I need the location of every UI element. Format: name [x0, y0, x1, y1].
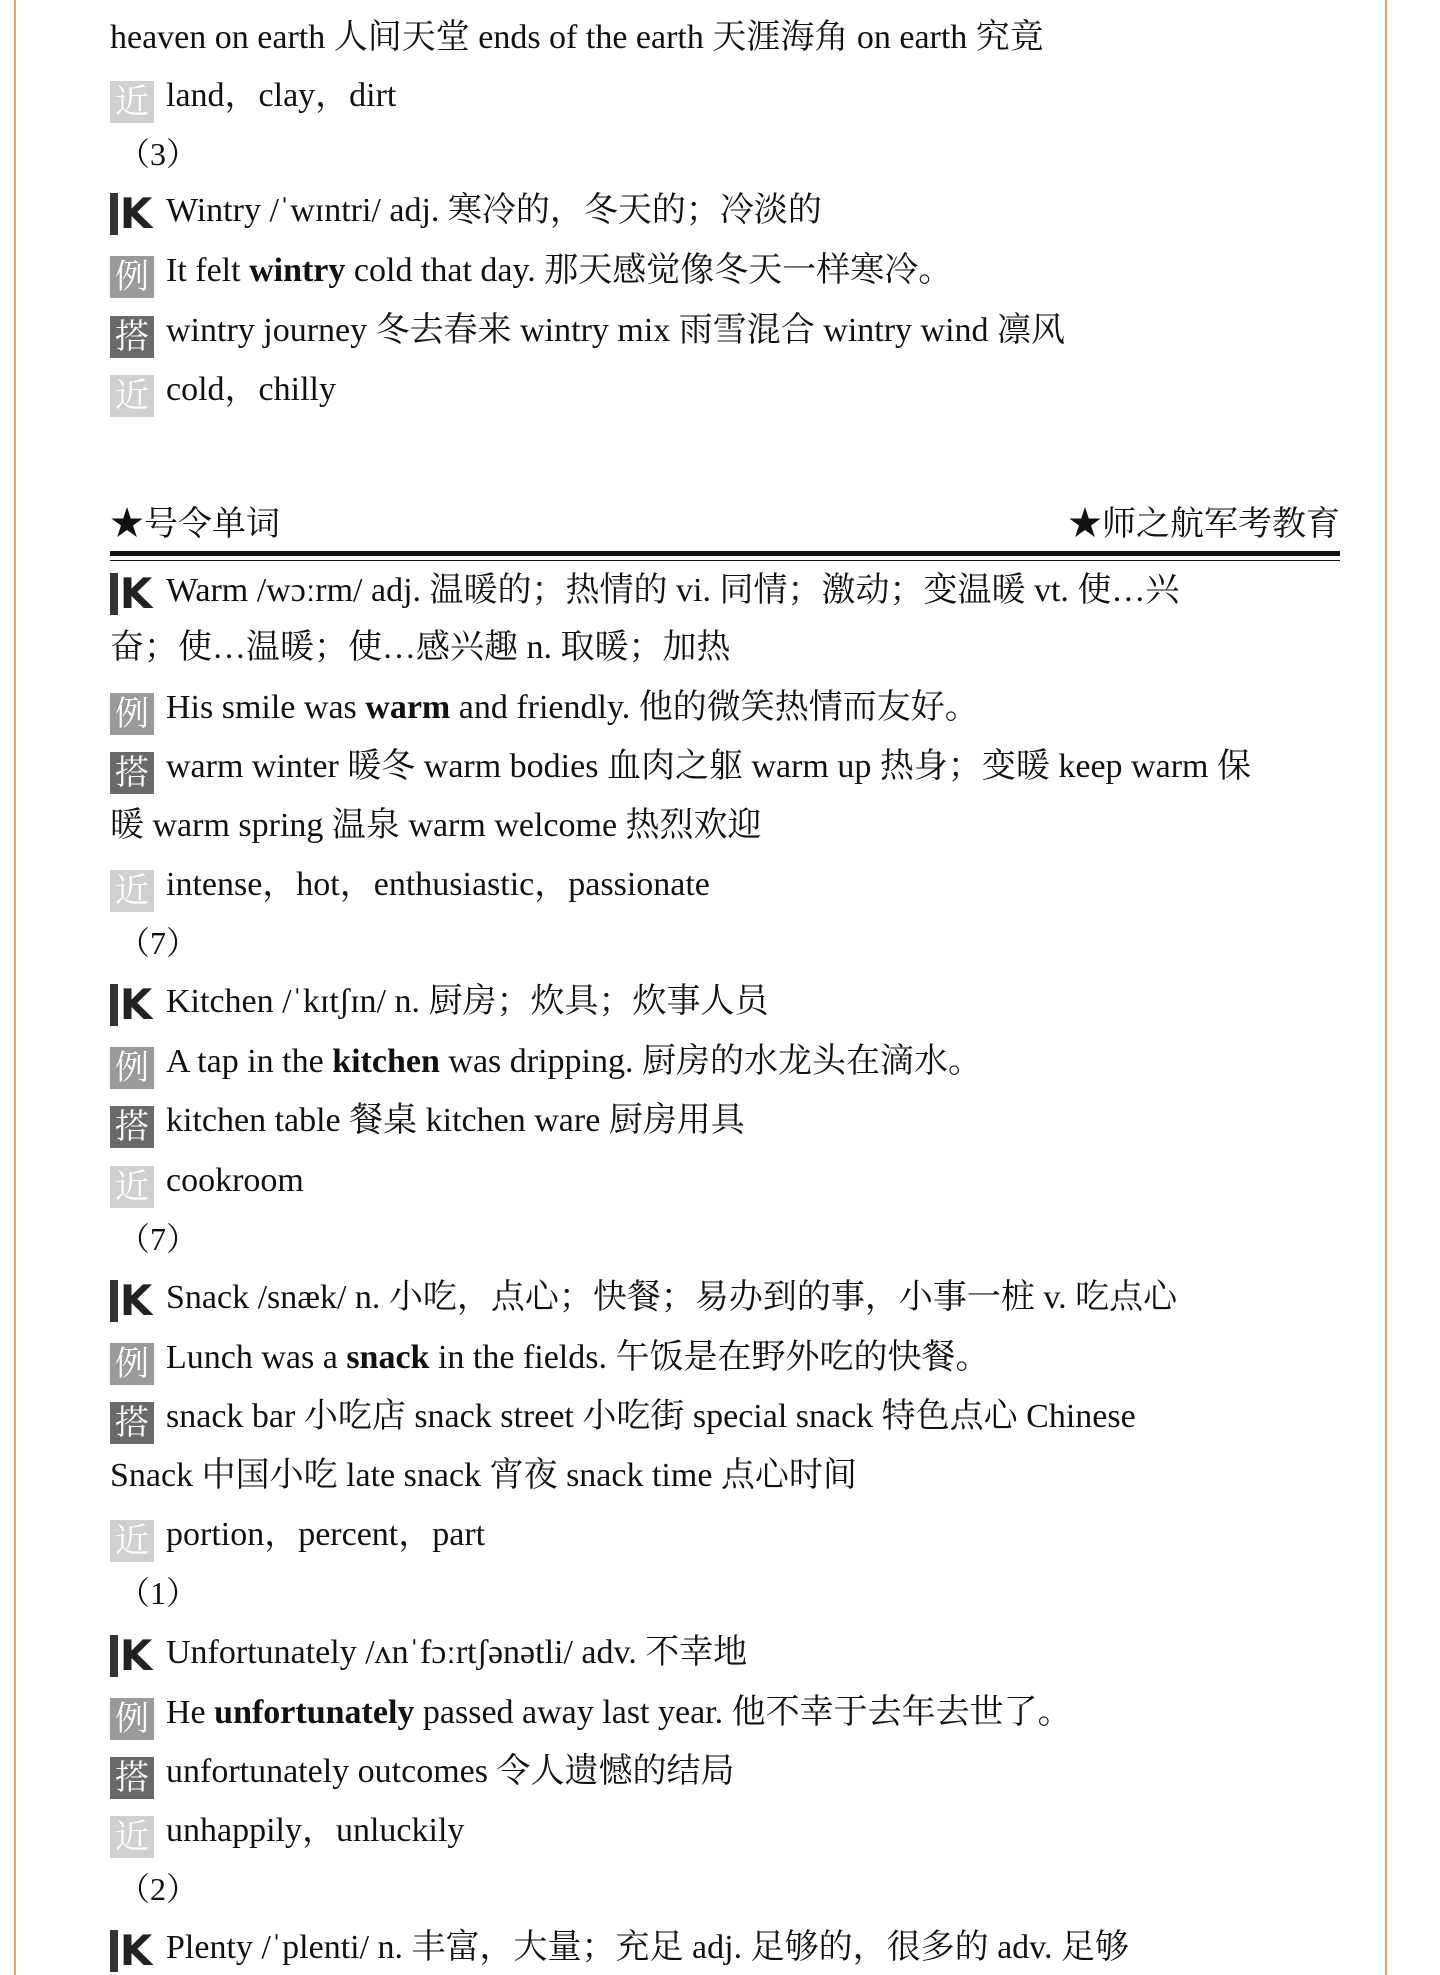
synonym-icon: 近 [110, 81, 154, 123]
entry-number: （7） [118, 1221, 199, 1257]
page-border-left [14, 0, 16, 1975]
entry-number: （3） [118, 136, 199, 172]
collocation-icon: 搭 [110, 1757, 154, 1799]
keyword-icon: K [110, 193, 154, 235]
keyword-icon: K [110, 1280, 154, 1322]
example-icon: 例 [110, 256, 154, 298]
warm-example: 例 His smile was warm and friendly. 他的微笑热情而友好。 [110, 686, 1340, 735]
header-rule-thick [110, 551, 1340, 556]
unfortunately-example: 例 He unfortunately passed away last year. 他不幸于去年去世了。 [110, 1691, 1340, 1740]
header-right: ★师之航军考教育 [1068, 506, 1340, 543]
example-icon: 例 [110, 1698, 154, 1740]
entry-number: （7） [118, 925, 199, 961]
snack-collocations: 搭 snack bar 小吃店 snack street 小吃街 special snack 特色点心 Chinese [110, 1395, 1340, 1444]
snack-definition: K Snack /snæk/ n. 小吃，点心；快餐；易办到的事，小事一桩 v. 吃点心 [110, 1276, 1340, 1322]
collocation-icon: 搭 [110, 1106, 154, 1148]
warm-synonyms: 近 intense，hot，enthusiastic，passionate [110, 863, 1340, 912]
warm-definition: K Warm /wɔːrm/ adj. 温暖的；热情的 vi. 同情；激动；变温暖 vt. 使…兴 [110, 569, 1340, 615]
example-icon: 例 [110, 1047, 154, 1089]
synonym-icon: 近 [110, 1520, 154, 1562]
warm-definition-cont: 奋；使…温暖；使…感兴趣 n. 取暖；加热 [110, 629, 731, 666]
synonym-icon: 近 [110, 870, 154, 912]
plenty-definition: K Plenty /ˈplenti/ n. 丰富，大量；充足 adj. 足够的，很多的 adv. 足够 [110, 1926, 1340, 1972]
example-icon: 例 [110, 1343, 154, 1385]
entry-number: （1） [118, 1575, 199, 1611]
collocation-icon: 搭 [110, 316, 154, 358]
synonym-icon: 近 [110, 1166, 154, 1208]
wintry-collocations: 搭 wintry journey 冬去春来 wintry mix 雨雪混合 wintry wind 凛风 [110, 309, 1340, 358]
keyword-icon: K [110, 1930, 154, 1972]
collocation-icon: 搭 [110, 752, 154, 794]
entry-number: （2） [118, 1871, 199, 1907]
snack-synonyms: 近 portion，percent，part [110, 1513, 1340, 1562]
earth-synonyms: 近 land，clay，dirt [110, 74, 1340, 123]
warm-collocations: 搭 warm winter 暖冬 warm bodies 血肉之躯 warm up 热身；变暖 keep warm 保 [110, 745, 1340, 794]
example-icon: 例 [110, 693, 154, 735]
unfortunately-definition: K Unfortunately /ʌnˈfɔːrtʃənətli/ adv. 不幸地 [110, 1631, 1340, 1677]
snack-collocations-cont: Snack 中国小吃 late snack 宵夜 snack time 点心时间 [110, 1457, 857, 1494]
wintry-definition: K Wintry /ˈwɪntri/ adj. 寒冷的，冬天的；冷淡的 [110, 189, 1340, 235]
kitchen-collocations: 搭 kitchen table 餐桌 kitchen ware 厨房用具 [110, 1099, 1340, 1148]
header-left: ★号令单词 [110, 506, 280, 543]
earth-collocations: heaven on earth 人间天堂 ends of the earth 天涯海角 on earth 究竟 [110, 19, 1044, 56]
collocation-icon: 搭 [110, 1402, 154, 1444]
wintry-example: 例 It felt wintry cold that day. 那天感觉像冬天一样寒冷。 [110, 249, 1340, 298]
keyword-icon: K [110, 1635, 154, 1677]
kitchen-definition: K Kitchen /ˈkɪtʃɪn/ n. 厨房；炊具；炊事人员 [110, 980, 1340, 1026]
kitchen-synonyms: 近 cookroom [110, 1159, 1340, 1208]
page-border-right [1385, 0, 1387, 1975]
synonym-icon: 近 [110, 375, 154, 417]
keyword-icon: K [110, 573, 154, 615]
kitchen-example: 例 A tap in the kitchen was dripping. 厨房的水龙头在滴水。 [110, 1040, 1340, 1089]
wintry-synonyms: 近 cold，chilly [110, 368, 1340, 417]
unfortunately-synonyms: 近 unhappily，unluckily [110, 1809, 1340, 1858]
warm-collocations-cont: 暖 warm spring 温泉 warm welcome 热烈欢迎 [110, 807, 762, 844]
unfortunately-collocations: 搭 unfortunately outcomes 令人遗憾的结局 [110, 1750, 1340, 1799]
synonym-icon: 近 [110, 1816, 154, 1858]
header-rule-thin [110, 560, 1340, 561]
snack-example: 例 Lunch was a snack in the fields. 午饭是在野外吃的快餐。 [110, 1336, 1340, 1385]
keyword-icon: K [110, 984, 154, 1026]
